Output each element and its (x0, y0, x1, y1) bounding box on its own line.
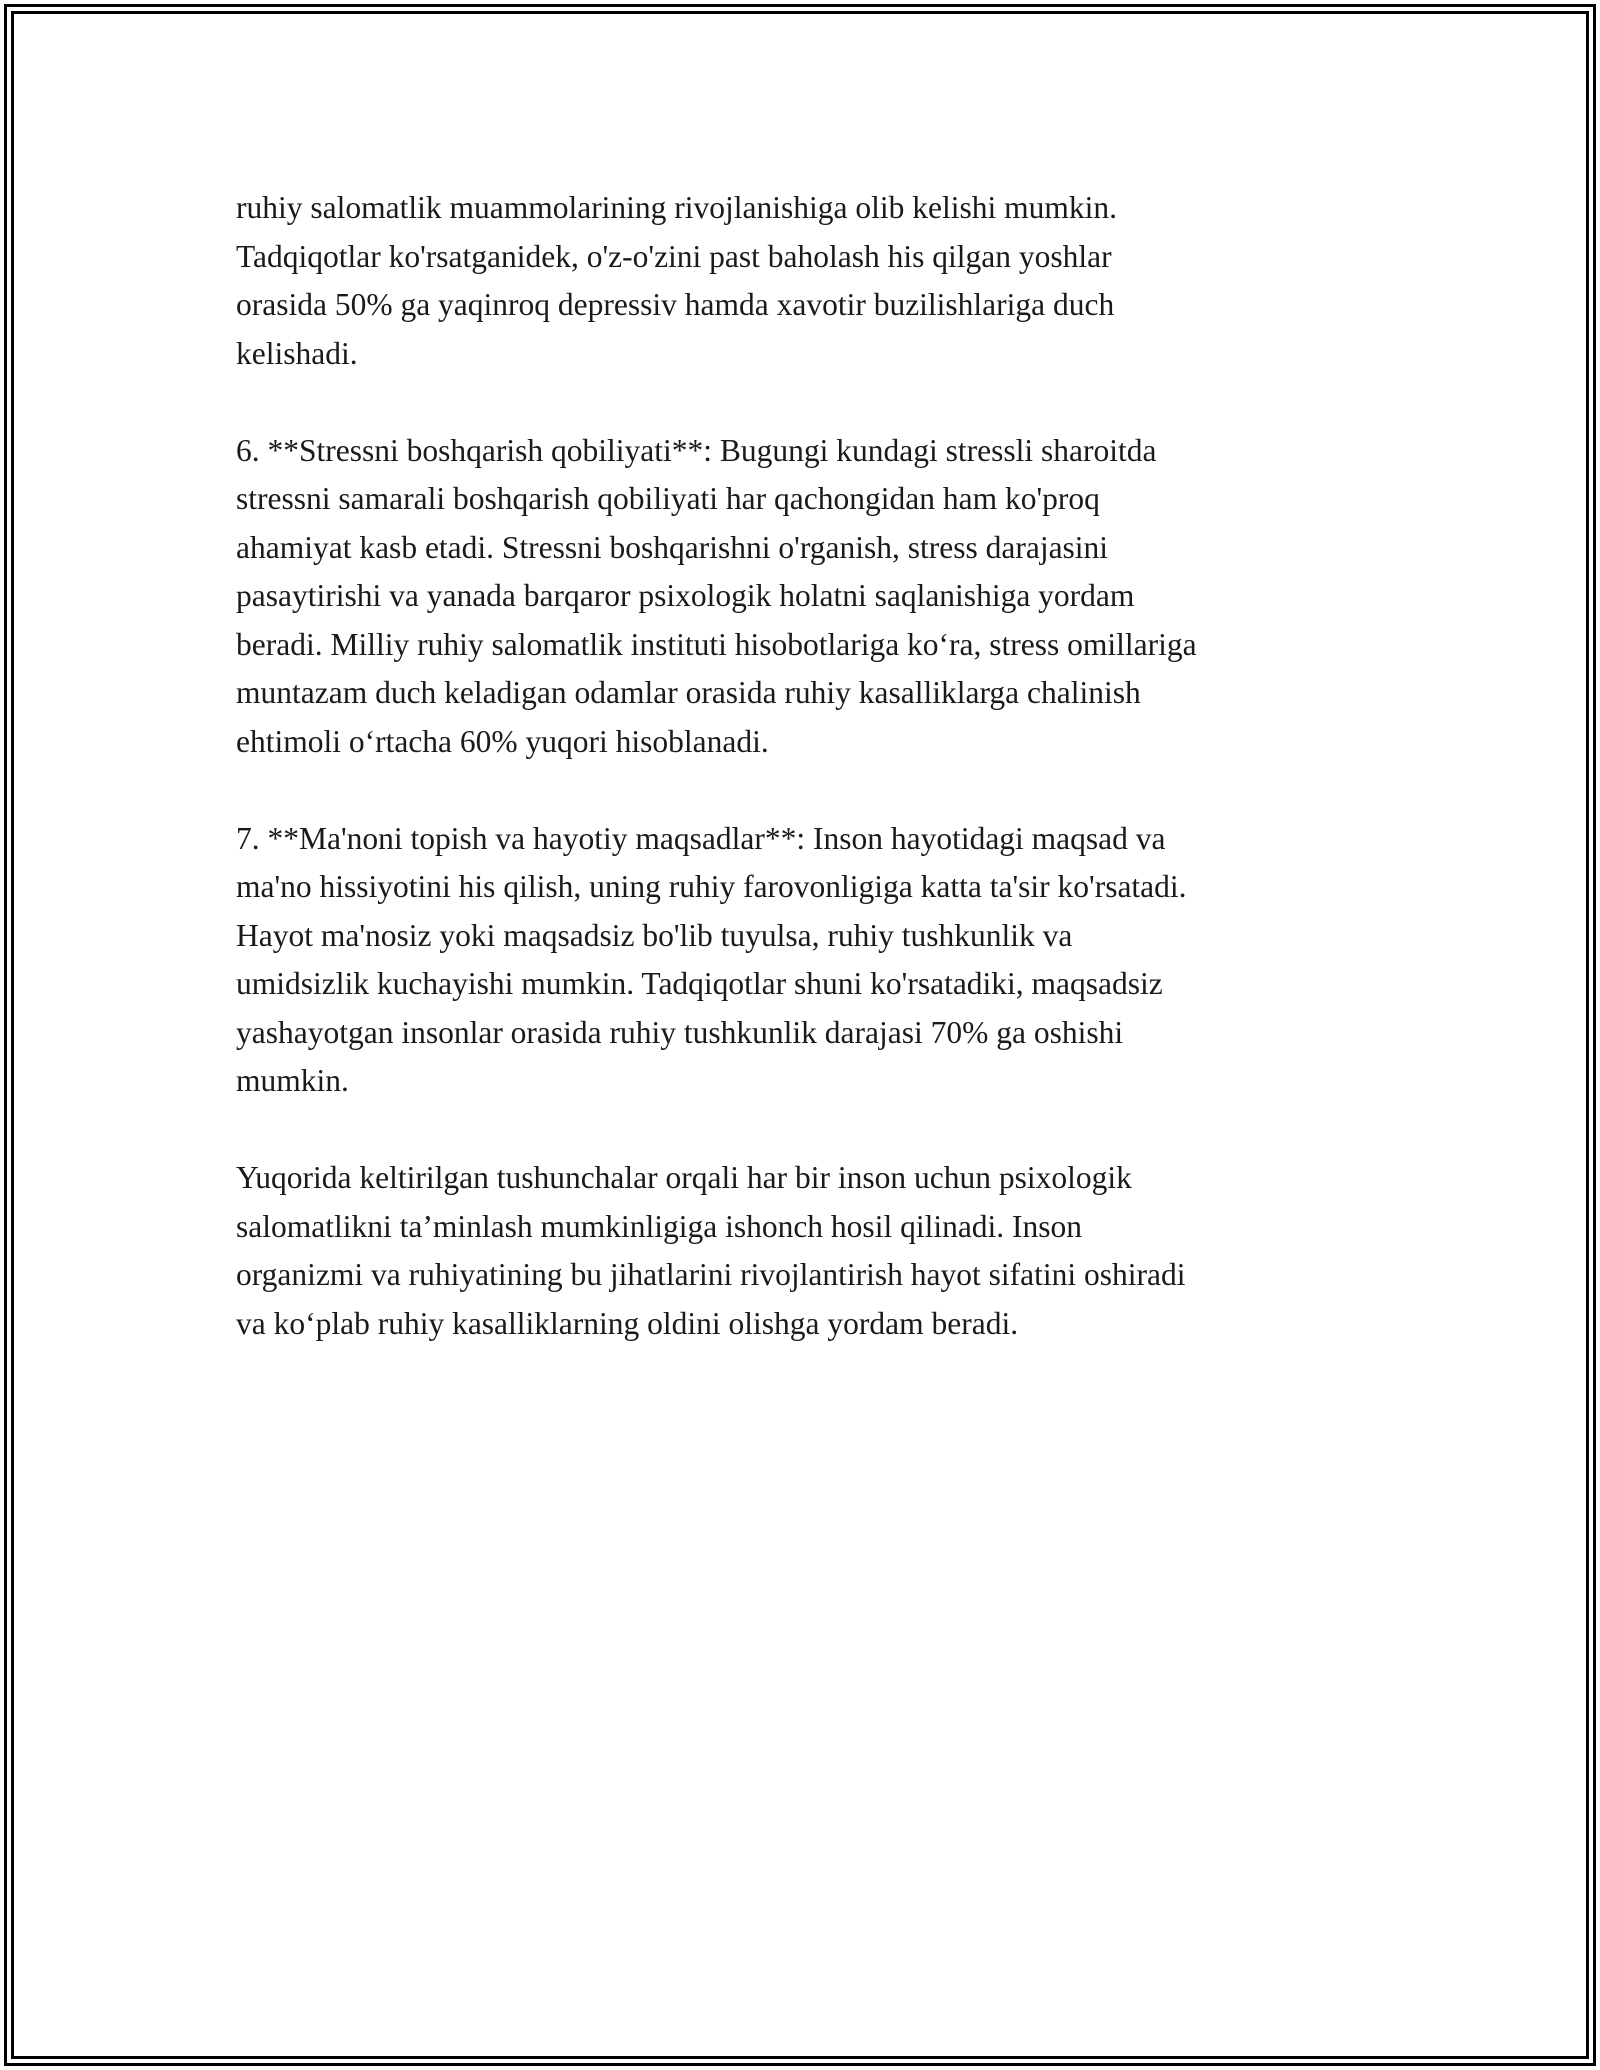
paragraph-continuation: ruhiy salomatlik muammolarining rivojlanishiga olib kelishi mumkin. Tadqiqotlar ko'rsatganidek, o'z-o'zini past baholash his qilgan yoshlar orasida 50% ga yaqinroq depressiv hamda xavotir buzilishlariga duch kelishadi. (236, 190, 1118, 371)
paragraph-meaning-and-goals: 7. **Ma'noni topish va hayotiy maqsadlar**: Inson hayotidagi maqsad va ma'no hissiyotini his qilish, uning ruhiy farovonligiga katta ta'sir ko'rsatadi. Hayot ma'nosiz yoki maqsadsiz bo'lib tuyulsa, ruhiy tushkunlik va umidsizlik kuchayishi mumkin. Tadqiqotlar shuni ko'rsatadiki, maqsadsiz yashayotgan insonlar orasida ruhiy tushkunlik darajasi 70% ga oshishi mumkin. (236, 820, 1187, 1098)
document-body (236, 184, 1386, 1397)
paragraph-conclusion: Yuqorida keltirilgan tushunchalar orqali har bir inson uchun psixologik salomatlikni ta’minlash mumkinligiga ishonch hosil qilinadi. Inson organizmi va ruhiyatining bu jihatlarini rivojlantirish hayot sifatini oshiradi va ko‘plab ruhiy kasalliklarning oldini olishga yordam beradi. (236, 1160, 1186, 1341)
paragraph-stress-management: 6. **Stressni boshqarish qobiliyati**: Bugungi kundagi stressli sharoitda stressni samarali boshqarish qobiliyati har qachongidan ham ko'proq ahamiyat kasb etadi. Stressni boshqarishni o'rganish, stress darajasini pasaytirishi va yanada barqaror psixologik holatni saqlanishiga yordam beradi. Milliy ruhiy salomatlik instituti hisobotlariga ko‘ra, stress omillariga muntazam duch keladigan odamlar orasida ruhiy kasalliklarga chalinish ehtimoli o‘rtacha 60% yuqori hisoblanadi. (236, 432, 1197, 759)
